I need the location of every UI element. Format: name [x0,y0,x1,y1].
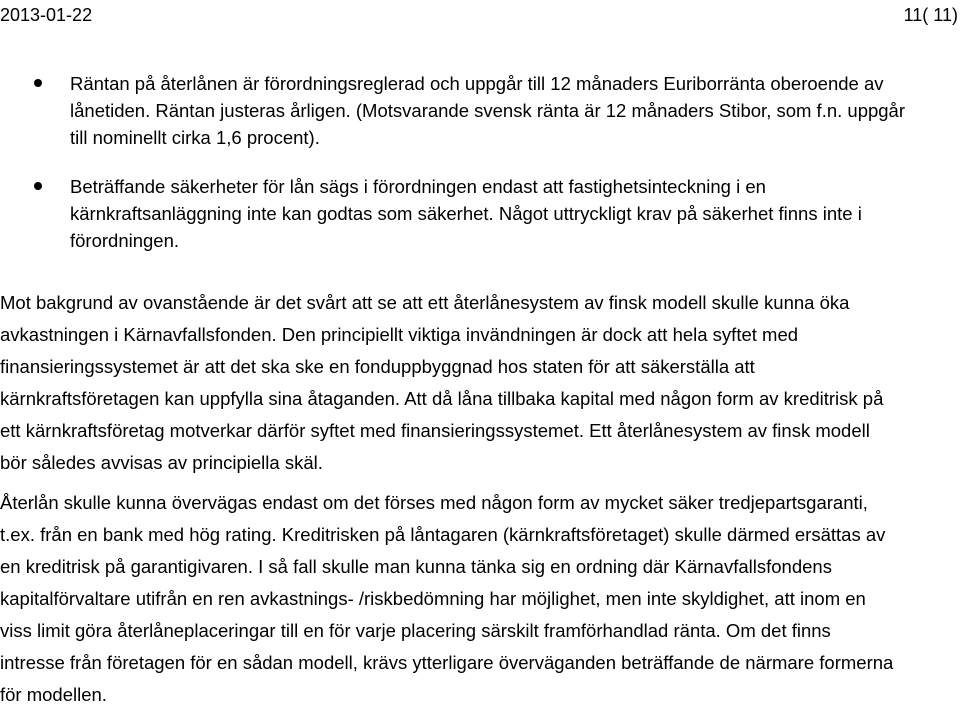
page-number: 11( 11) [903,5,958,25]
bullet-text: Räntan på återlånen är förordningsreglerad och uppgår till 12 månaders Euriborränta oberoende av lånetiden. Räntan justeras årligen. (Motsvarande svensk ränta är 12 månaders Stibor, som f.n. uppgår till nominellt cirka 1,6 procent). [70,73,906,148]
header-date: 2013-01-22 [0,5,93,25]
body-paragraph: Mot bakgrund av ovanstående är det svårt att se att ett återlånesystem av finsk modell skulle kunna öka avkastningen i Kärnavfallsfonden. Den principiellt viktiga invändningen är dock att hela syftet med finansieringssystemet är att det ska ske en fonduppbyggnad hos staten för att säkerställa att kärnkraftsföretagen kan uppfylla sina åtaganden. Att då låna tillbaka kapital med någon form av kreditrisk på ett kärnkraftsföretag motverkar därför syftet med finansieringssystemet. Ett återlånesystem av finsk modell bör således avvisas av principiella skäl. [0,292,884,473]
bullet-item [0,173,910,254]
bullet-icon [34,182,42,190]
page-header [0,2,960,28]
bullet-item [0,70,910,151]
bullet-list [0,70,960,254]
body-paragraph: Återlån skulle kunna övervägas endast om det förses med någon form av mycket säker tredjepartsgaranti, t.ex. från en bank med hög rating. Kreditrisken på låntagaren (kärnkraftsföretaget) skulle därmed ersättas av en kreditrisk på garantigivaren. I så fall skulle man kunna tänka sig en ordning där Kärnavfallsfondens kapitalförvaltare utifrån en ren avkastnings- /riskbedömning har möjlighet, men inte skyldighet, att inom en viss limit göra återlåneplaceringar till en för varje placering särskilt framförhandlad ränta. Om det finns intresse från företagen för en sådan modell, krävs ytterligare överväganden beträffande de närmare formerna för modellen. [0,492,894,705]
bullet-icon [34,79,42,87]
bullet-text: Beträffande säkerheter för lån sägs i förordningen endast att fastighetsinteckning i en kärnkraftsanläggning inte kan godtas som säkerhet. Något uttryckligt krav på säkerhet finns inte i förordningen. [70,176,862,251]
